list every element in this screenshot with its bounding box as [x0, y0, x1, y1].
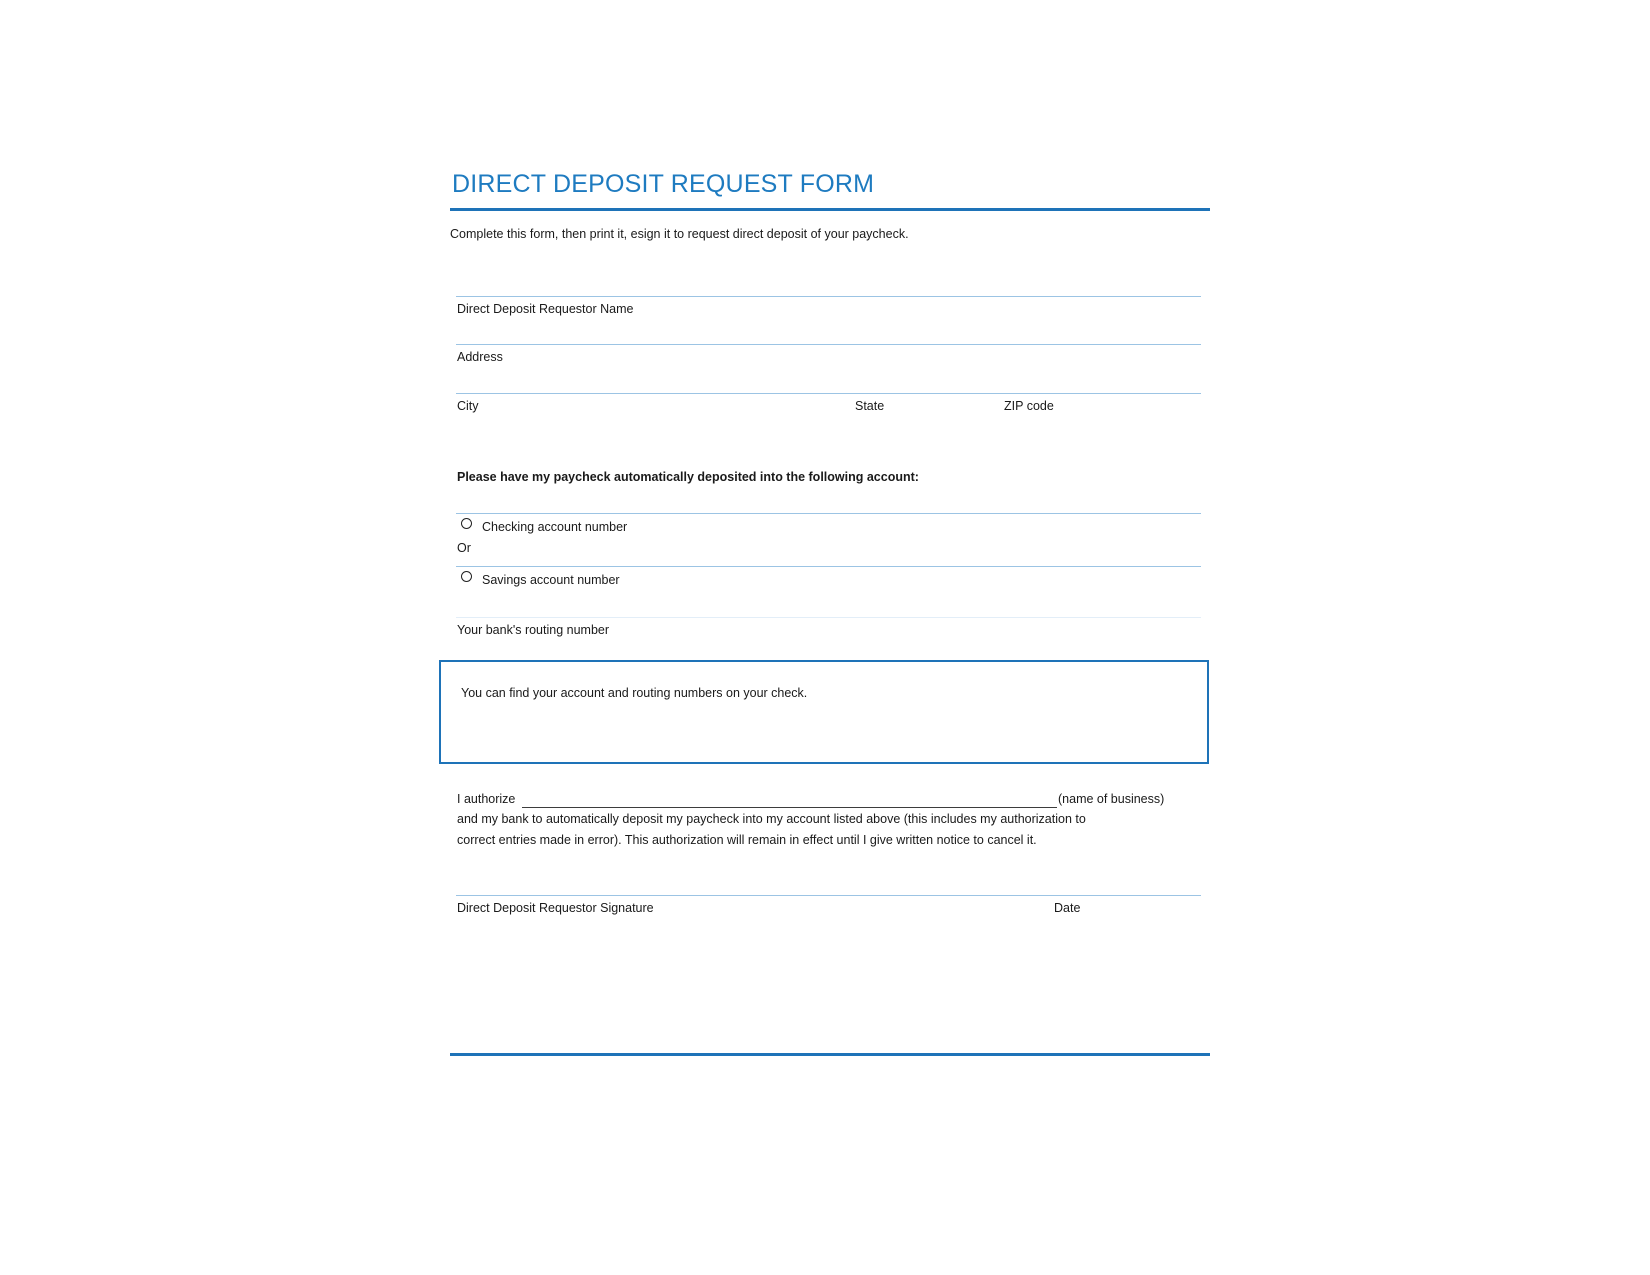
address-line — [456, 344, 1201, 345]
requestor-name-label: Direct Deposit Requestor Name — [457, 302, 634, 316]
routing-label: Your bank's routing number — [457, 623, 610, 637]
account-heading: Please have my paycheck automatically deposited into the following account: — [457, 470, 919, 484]
checking-bottom-line — [456, 566, 1201, 567]
authorize-suffix: (name of business) — [1058, 792, 1165, 806]
page-title: DIRECT DEPOSIT REQUEST FORM — [452, 170, 875, 198]
signature-input[interactable] — [456, 865, 1040, 897]
address-label: Address — [457, 350, 503, 364]
authorization-text-line-3: correct entries made in error). This authorization will remain in effect until I give written notice to cancel it. — [457, 833, 1037, 847]
signature-line — [456, 895, 1201, 896]
state-input[interactable] — [853, 363, 997, 395]
account-top-line — [456, 513, 1201, 514]
checking-radio[interactable] — [461, 518, 472, 529]
savings-radio[interactable] — [461, 571, 472, 582]
requestor-name-input[interactable] — [456, 266, 1205, 298]
business-name-input[interactable] — [522, 789, 1061, 809]
routing-number-input[interactable] — [456, 590, 1205, 618]
savings-label: Savings account number — [482, 573, 620, 587]
date-input[interactable] — [1050, 865, 1204, 897]
checking-label: Checking account number — [482, 520, 628, 534]
address-input[interactable] — [456, 314, 1205, 346]
state-label: State — [855, 399, 885, 413]
city-label: City — [457, 399, 479, 413]
title-divider — [450, 208, 1210, 211]
checking-number-input[interactable] — [680, 516, 1204, 542]
zip-input[interactable] — [1003, 363, 1205, 395]
signature-label: Direct Deposit Requestor Signature — [457, 901, 654, 915]
city-input[interactable] — [456, 363, 845, 395]
info-text: You can find your account and routing numbers on your check. — [461, 686, 808, 700]
bottom-divider — [450, 1053, 1210, 1056]
info-box — [439, 660, 1209, 764]
authorization-text-line-2: and my bank to automatically deposit my paycheck into my account listed above (this includes my authorization to — [457, 812, 1086, 826]
zip-label: ZIP code — [1004, 399, 1054, 413]
city-state-zip-line — [456, 393, 1201, 394]
intro-text: Complete this form, then print it, esign it to request direct deposit of your paycheck. — [450, 227, 909, 241]
requestor-name-line — [456, 296, 1201, 297]
date-label: Date — [1054, 901, 1081, 915]
business-name-line — [522, 807, 1057, 808]
or-label: Or — [457, 541, 471, 555]
authorize-prefix: I authorize — [457, 792, 516, 806]
